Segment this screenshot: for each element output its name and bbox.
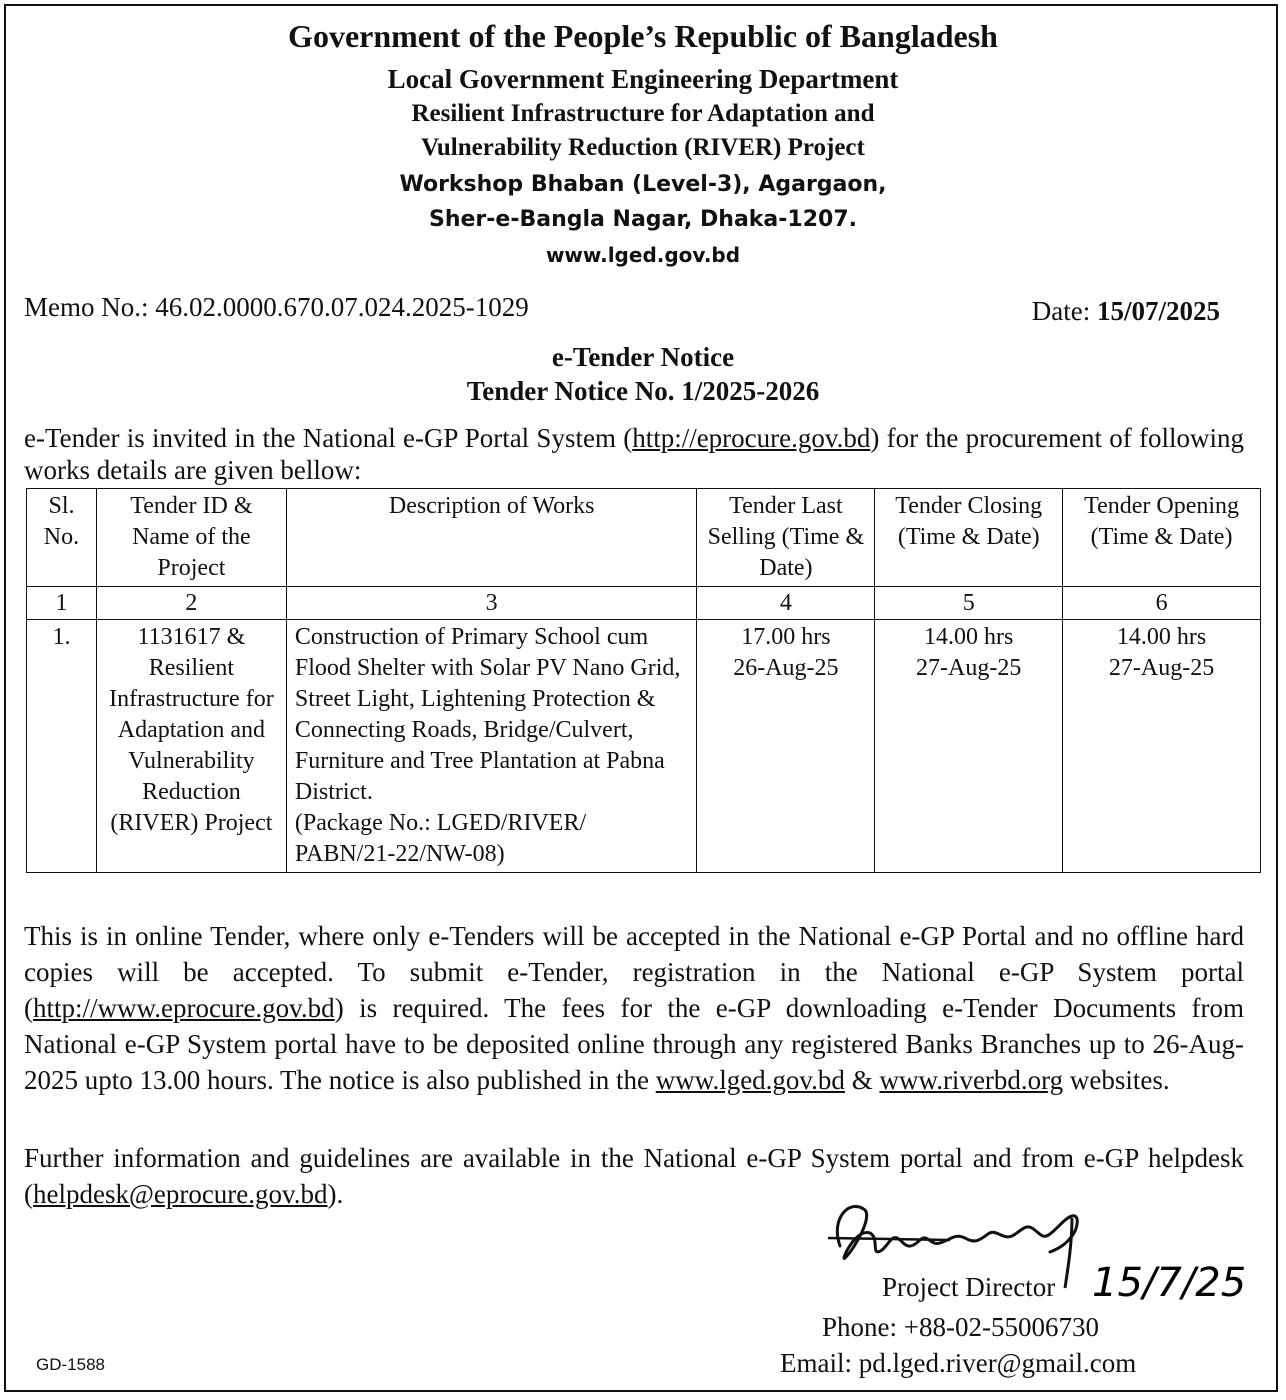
header-department: Local Government Engineering Department — [387, 64, 899, 94]
col-header-description: Description of Works — [286, 489, 697, 587]
instructions-text-c: & — [844, 1065, 880, 1095]
package-number: (Package No.: LGED/RIVER/ PABN/21-22/NW-08) — [294, 810, 587, 867]
opening-time: 14.00 hrs — [1116, 624, 1207, 650]
closing-date: 27-Aug-25 — [916, 655, 1022, 681]
cell-last-selling — [697, 620, 875, 873]
opening-date: 27-Aug-25 — [1108, 655, 1215, 681]
instructions-paragraph — [24, 918, 1244, 1098]
memo-label: Memo No.: — [24, 292, 149, 322]
signatory-email: Email: pd.lged.river@gmail.com — [780, 1348, 1137, 1378]
lged-link[interactable]: www.lged.gov.bd — [655, 1065, 845, 1095]
col-number: 4 — [697, 587, 875, 620]
header-project-line1: Resilient Infrastructure for Adaptation and — [411, 100, 875, 127]
instructions-text-b: ) is required. The fees for the e-GP downloading e-Tender Documents from National e-GP System portal have to be deposited online through any registered Banks Branches up to 26-Aug-2025 upto 13.00 hours. The notice is also published in the — [24, 993, 1244, 1095]
col-header-last-selling: Tender Last Selling (Time & Date) — [697, 489, 875, 587]
cell-description — [286, 620, 697, 873]
eprocure-www-link[interactable]: http://www.eprocure.gov.bd — [33, 993, 335, 1023]
date-label: Date: — [1031, 296, 1091, 326]
signatory-title: Project Director — [882, 1272, 1056, 1302]
riverbd-link[interactable]: www.riverbd.org — [879, 1065, 1064, 1095]
signatory-phone: Phone: +88-02-55006730 — [822, 1312, 1099, 1342]
col-number: 2 — [96, 587, 286, 620]
col-header-opening: Tender Opening (Time & Date) — [1063, 489, 1261, 587]
header-address-line1: Workshop Bhaban (Level-3), Agargaon, — [399, 172, 887, 197]
description-text: Construction of Primary School cum Flood Shelter with Solar PV Nano Grid, Street Light, Lightening Protection & Connecting Roads, Bridge/Culvert, Furniture and Tree Plantation at Pabna District. — [294, 624, 681, 805]
header-address-line2: Sher-e-Bangla Nagar, Dhaka-1207. — [429, 207, 857, 232]
intro-paragraph — [24, 422, 1244, 486]
intro-text-b: ) for the procurement of following works details are given bellow: — [24, 423, 1244, 485]
intro-text-a: e-Tender is invited in the National e-GP Portal System ( — [24, 423, 633, 453]
tender-table — [26, 488, 1261, 873]
notice-title: e-Tender Notice — [551, 342, 735, 372]
header-website: www.lged.gov.bd — [545, 243, 741, 267]
table-row — [27, 620, 1261, 873]
eprocure-link[interactable]: http://eprocure.gov.bd — [632, 423, 871, 453]
memo-value: 46.02.0000.670.07.024.2025-1029 — [155, 292, 529, 322]
closing-time: 14.00 hrs — [924, 624, 1014, 650]
header-government: Government of the People’s Republic of Bangladesh — [288, 18, 998, 54]
helpdesk-text-b: ). — [327, 1179, 344, 1209]
notice-date — [1032, 296, 1220, 327]
cell-closing — [875, 620, 1063, 873]
last-selling-time: 17.00 hrs — [741, 624, 831, 650]
cell-tender-id-project: 1131617 & Resilient Infrastructure for Adaptation and Vulnerability Reduction (RIVER) Project — [96, 620, 286, 873]
date-value: 15/07/2025 — [1096, 296, 1220, 326]
col-header-tender-id: Tender ID & Name of the Project — [96, 489, 286, 587]
helpdesk-text-a: Further information and guidelines are available in the National e-GP System portal and from e-GP helpdesk ( — [24, 1143, 1244, 1209]
memo-number — [24, 292, 529, 323]
instructions-text-d: websites. — [1063, 1065, 1170, 1095]
col-number: 5 — [875, 587, 1063, 620]
col-number: 3 — [286, 587, 697, 620]
helpdesk-email-link[interactable]: helpdesk@eprocure.gov.bd — [33, 1179, 328, 1209]
table-column-number-row — [27, 587, 1261, 620]
instructions-text-a: This is in online Tender, where only e-Tenders will be accepted in the National e-GP Portal and no offline hard copies will be accepted. To submit e-Tender, registration in the National e-GP System portal ( — [24, 921, 1244, 1023]
col-header-closing: Tender Closing (Time & Date) — [875, 489, 1063, 587]
cell-opening — [1063, 620, 1261, 873]
cell-sl: 1. — [27, 620, 97, 873]
signature-date: 15/7/25 — [1092, 1260, 1247, 1306]
table-header-row — [27, 489, 1261, 587]
footer-code: GD-1588 — [36, 1355, 105, 1374]
col-number: 6 — [1063, 587, 1261, 620]
col-number: 1 — [27, 587, 97, 620]
header-project-line2: Vulnerability Reduction (RIVER) Project — [421, 134, 865, 161]
last-selling-date: 26-Aug-25 — [733, 655, 839, 681]
notice-number: Tender Notice No. 1/2025-2026 — [466, 376, 820, 406]
col-header-sl: Sl. No. — [27, 489, 97, 587]
